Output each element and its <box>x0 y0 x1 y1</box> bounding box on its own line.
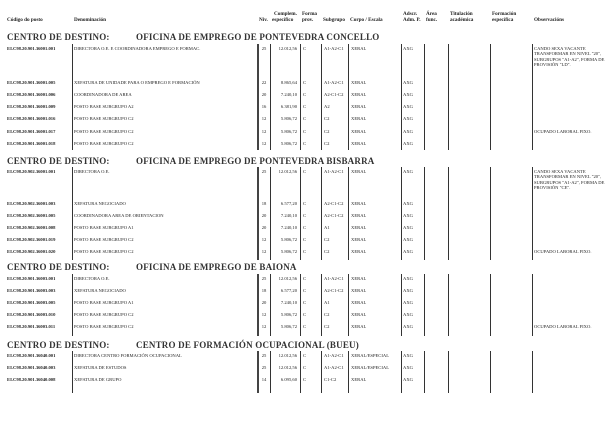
nivel: 25 <box>261 353 267 358</box>
denominacion: COORDINADORA AREA DE ORIENTACION <box>74 213 164 218</box>
subgrupo: C1-C2 <box>324 377 337 382</box>
forma-provision: C <box>303 312 307 317</box>
denominacion: XEFATURA NEGOCIADO <box>74 288 126 293</box>
forma-provision: C <box>303 201 307 206</box>
section-label: CENTRO DE DESTINO: <box>7 262 110 272</box>
corpo-escala: XERAL <box>351 129 367 134</box>
header-denominacion: Denominación <box>74 17 106 23</box>
table-row <box>0 139 615 149</box>
subgrupo: A1-A2-C1 <box>324 46 344 51</box>
denominacion: POSTO BASE SUBGRUPO A1 <box>74 300 134 305</box>
adscripcion: AXG <box>403 365 413 370</box>
subgrupo: C2 <box>324 324 330 329</box>
header-formacion-1: Formación <box>492 11 517 17</box>
observacions: OCUPADO LABORAL FIXO. <box>534 129 592 134</box>
nivel: 12 <box>261 237 267 242</box>
corpo-escala: XERAL/ESPECIAL <box>351 353 390 358</box>
corpo-escala: XERAL/ESPECIAL <box>351 365 390 370</box>
complemento: 12.012,56 <box>278 46 297 51</box>
corpo-escala: XERAL <box>351 201 367 206</box>
corpo-escala: XERAL <box>351 80 367 85</box>
corpo-escala: XERAL <box>351 104 367 109</box>
subgrupo: C2 <box>324 129 330 134</box>
denominacion: POSTO BASE SUBGRUPO C2 <box>74 129 134 134</box>
table-row <box>0 114 615 124</box>
denominacion: DIRECTORA CENTRO FORMACIÓN OCUPACIONAL <box>74 353 182 358</box>
corpo-escala: XERAL <box>351 213 367 218</box>
section-name: OFICINA DE EMPREGO DE PONTEVEDRA BISBARRA <box>136 156 375 166</box>
corpo-escala: XERAL <box>351 141 367 146</box>
denominacion: XEFATURA DE ESTUDOS <box>74 365 127 370</box>
codigo: EI.C98.20.901.36001.001 <box>7 46 56 51</box>
table-row <box>0 322 615 332</box>
codigo: EI.C98.20.901.36001.005 <box>7 80 56 85</box>
corpo-escala: XERAL <box>351 249 367 254</box>
corpo-escala: XERAL <box>351 276 367 281</box>
table-row <box>0 127 615 137</box>
header-adscr-2: Adm. P. <box>403 17 421 23</box>
header-area-2: func. <box>426 17 438 23</box>
denominacion: POSTO BASE SUBGRUPO C2 <box>74 237 134 242</box>
denominacion: POSTO BASE SUBGRUPO C2 <box>74 116 134 121</box>
complemento: 6.577,20 <box>280 201 297 206</box>
codigo: EI.C98.20.901.36003.003 <box>7 288 56 293</box>
table-row <box>0 235 615 245</box>
adscripcion: AXG <box>403 312 413 317</box>
header-titulacion-1: Titulación <box>450 11 473 17</box>
forma-provision: C <box>303 288 307 293</box>
nivel: 25 <box>261 276 267 281</box>
observacions: CANDO SEXA VACANTE TRANSFORMAR EN NIVEL "20", SUBGRUPOS "A1-A2", FORMA DE PROVISIÓN "LD". <box>534 46 605 67</box>
complemento: 6.095,60 <box>280 377 297 382</box>
observacions: OCUPADO LABORAL FIXO. <box>534 324 592 329</box>
subgrupo: C2 <box>324 141 330 146</box>
table-row <box>0 274 615 284</box>
adscripcion: AXG <box>403 225 413 230</box>
table-row <box>0 78 615 88</box>
denominacion: XEFATURA NEGOCIADO <box>74 201 126 206</box>
complemento: 7.240,10 <box>280 213 297 218</box>
nivel: 25 <box>261 365 267 370</box>
table-row <box>0 310 615 320</box>
nivel: 25 <box>261 46 267 51</box>
codigo: EI.C98.20.901.36040.001 <box>7 353 56 358</box>
forma-provision: C <box>303 353 307 358</box>
subgrupo: C2 <box>324 237 330 242</box>
complemento: 8.865,64 <box>280 80 297 85</box>
complemento: 5.806,72 <box>280 249 297 254</box>
nivel: 22 <box>261 80 267 85</box>
subgrupo: A1-A2-C1 <box>324 353 344 358</box>
adscripcion: AXG <box>403 288 413 293</box>
adscripcion: AXG <box>403 92 413 97</box>
nivel: 12 <box>261 116 267 121</box>
table-row <box>0 167 615 190</box>
adscripcion: AXG <box>403 116 413 121</box>
adscripcion: AXG <box>403 201 413 206</box>
codigo: EI.C98.20.902.36001.003 <box>7 201 56 206</box>
nivel: 12 <box>261 129 267 134</box>
observacions: OCUPADO LABORAL FIXO. <box>534 249 592 254</box>
denominacion: POSTO BASE SUBGRUPO C2 <box>74 312 134 317</box>
header-area-1: Área <box>426 11 437 17</box>
complemento: 6.577,20 <box>280 288 297 293</box>
codigo: EI.C98.20.901.36003.005 <box>7 300 56 305</box>
codigo: EI.C98.20.901.36001.016 <box>7 116 56 121</box>
nivel: 20 <box>261 225 267 230</box>
codigo: EI.C98.20.901.36040.008 <box>7 377 56 382</box>
denominacion: POSTO BASE SUBGRUPO A1 <box>74 225 134 230</box>
denominacion: POSTO BASE SUBGRUPO C2 <box>74 324 134 329</box>
forma-provision: C <box>303 249 307 254</box>
forma-provision: C <box>303 80 307 85</box>
forma-provision: C <box>303 169 307 174</box>
adscripcion: AXG <box>403 80 413 85</box>
subgrupo: C2 <box>324 249 330 254</box>
forma-provision: C <box>303 300 307 305</box>
forma-provision: C <box>303 237 307 242</box>
table-row <box>0 102 615 112</box>
codigo: EI.C98.20.902.36001.008 <box>7 225 56 230</box>
forma-provision: C <box>303 116 307 121</box>
adscripcion: AXG <box>403 276 413 281</box>
subgrupo: A2-C1-C2 <box>324 201 344 206</box>
section-label: CENTRO DE DESTINO: <box>7 32 110 42</box>
adscripcion: AXG <box>403 46 413 51</box>
section-name: CENTRO DE FORMACIÓN OCUPACIONAL (BUEU) <box>136 340 359 350</box>
table-row <box>0 90 615 100</box>
table-row <box>0 223 615 233</box>
corpo-escala: XERAL <box>351 324 367 329</box>
denominacion: POSTO BASE SUBGRUPO C2 <box>74 249 134 254</box>
header-forma-2: prov. <box>302 17 314 23</box>
subgrupo: C2 <box>324 116 330 121</box>
codigo: EI.C98.20.902.36001.019 <box>7 237 56 242</box>
table-row <box>0 298 615 308</box>
corpo-escala: XERAL <box>351 116 367 121</box>
complemento: 12.012,56 <box>278 353 297 358</box>
complemento: 5.806,72 <box>280 237 297 242</box>
table-row <box>0 199 615 209</box>
table-row <box>0 286 615 296</box>
corpo-escala: XERAL <box>351 300 367 305</box>
header-niv: Niv. <box>259 17 268 23</box>
corpo-escala: XERAL <box>351 169 367 174</box>
denominacion: DIRECTORA O.E. <box>74 276 110 281</box>
codigo: EI.C98.20.902.36001.001 <box>7 169 56 174</box>
forma-provision: C <box>303 141 307 146</box>
corpo-escala: XERAL <box>351 92 367 97</box>
subgrupo: A2-C1-C2 <box>324 288 344 293</box>
subgrupo: A1-A2-C1 <box>324 80 344 85</box>
complemento: 12.012,56 <box>278 365 297 370</box>
adscripcion: AXG <box>403 129 413 134</box>
corpo-escala: XERAL <box>351 225 367 230</box>
table-row <box>0 375 615 385</box>
nivel: 14 <box>261 377 267 382</box>
codigo: EI.C98.20.901.36003.011 <box>7 324 56 329</box>
section-name: OFICINA DE EMPREGO DE BAIONA <box>136 262 297 272</box>
corpo-escala: XERAL <box>351 288 367 293</box>
complemento: 5.806,72 <box>280 324 297 329</box>
nivel: 12 <box>261 312 267 317</box>
header-titulacion-2: académica <box>450 17 474 23</box>
header-corpo: Corpo / Escala <box>350 17 383 23</box>
header-complem-1: Complem. <box>274 11 297 17</box>
forma-provision: C <box>303 225 307 230</box>
codigo: EI.C98.20.901.36001.006 <box>7 92 56 97</box>
nivel: 18 <box>261 288 267 293</box>
forma-provision: C <box>303 324 307 329</box>
adscripcion: AXG <box>403 237 413 242</box>
subgrupo: A1 <box>324 225 330 230</box>
table-row <box>0 363 615 373</box>
subgrupo: A2-C1-C2 <box>324 92 344 97</box>
header-formacion-2: específica <box>492 17 514 23</box>
adscripcion: AXG <box>403 141 413 146</box>
nivel: 20 <box>261 92 267 97</box>
corpo-escala: XERAL <box>351 46 367 51</box>
header-subgrupo: Subgrupo <box>323 17 345 23</box>
nivel: 25 <box>261 169 267 174</box>
subgrupo: A2 <box>324 104 330 109</box>
adscripcion: AXG <box>403 300 413 305</box>
adscripcion: AXG <box>403 213 413 218</box>
nivel: 12 <box>261 324 267 329</box>
codigo: EI.C98.20.901.36001.009 <box>7 104 56 109</box>
denominacion: XEFATURA DE UNIDADE PARA O EMPREGO E FORMACIÓN <box>74 80 200 85</box>
section-name: OFICINA DE EMPREGO DE PONTEVEDRA CONCELLO <box>136 32 380 42</box>
header-forma-1: Forma <box>302 11 317 17</box>
subgrupo: A2-C1-C2 <box>324 213 344 218</box>
codigo: EI.C98.20.901.36040.003 <box>7 365 56 370</box>
nivel: 16 <box>261 104 267 109</box>
subgrupo: A1-A2-C1 <box>324 365 344 370</box>
forma-provision: C <box>303 92 307 97</box>
codigo: EI.C98.20.901.36003.010 <box>7 312 56 317</box>
nivel: 12 <box>261 249 267 254</box>
forma-provision: C <box>303 365 307 370</box>
corpo-escala: XERAL <box>351 237 367 242</box>
codigo: EI.C98.20.901.36003.001 <box>7 276 56 281</box>
adscripcion: AXG <box>403 353 413 358</box>
codigo: EI.C98.20.901.36001.018 <box>7 141 56 146</box>
nivel: 20 <box>261 300 267 305</box>
complemento: 7.240,10 <box>280 92 297 97</box>
subgrupo: A1-A2-C1 <box>324 276 344 281</box>
complemento: 5.806,72 <box>280 312 297 317</box>
nivel: 18 <box>261 201 267 206</box>
subgrupo: A1 <box>324 300 330 305</box>
denominacion: POSTO BASE SUBGRUPO A2 <box>74 104 134 109</box>
table-row <box>0 351 615 361</box>
denominacion: DIRECTORA O.E. E COORDINADORA EMPREGO E FORMAC. <box>74 46 201 51</box>
complemento: 7.240,10 <box>280 300 297 305</box>
adscripcion: AXG <box>403 249 413 254</box>
forma-provision: C <box>303 46 307 51</box>
adscripcion: AXG <box>403 324 413 329</box>
denominacion: COORDINADORA DE AREA <box>74 92 132 97</box>
denominacion: DIRECTORA O.E. <box>74 169 110 174</box>
observacions: CANDO SEXA VACANTE TRANSFORMAR EN NIVEL "20", SUBGRUPOS "A1-A2", FORMA DE PROVISIÓN "CE". <box>534 169 605 190</box>
table-row <box>0 44 615 67</box>
denominacion: XEFATURA DE GRUPO <box>74 377 122 382</box>
corpo-escala: XERAL <box>351 312 367 317</box>
forma-provision: C <box>303 276 307 281</box>
header-complem-2: específico <box>272 17 294 23</box>
complemento: 5.806,72 <box>280 141 297 146</box>
complemento: 12.012,56 <box>278 169 297 174</box>
adscripcion: AXG <box>403 377 413 382</box>
table-row <box>0 211 615 221</box>
header-codigo: Código do posto <box>7 17 43 23</box>
section-label: CENTRO DE DESTINO: <box>7 156 110 166</box>
adscripcion: AXG <box>403 104 413 109</box>
denominacion: POSTO BASE SUBGRUPO C2 <box>74 141 134 146</box>
complemento: 5.806,72 <box>280 116 297 121</box>
table-row <box>0 247 615 257</box>
forma-provision: C <box>303 377 307 382</box>
forma-provision: C <box>303 213 307 218</box>
adscripcion: AXG <box>403 169 413 174</box>
forma-provision: C <box>303 104 307 109</box>
header-adscr-1: Adscr. <box>403 11 418 17</box>
subgrupo: C2 <box>324 312 330 317</box>
codigo: EI.C98.20.902.36001.020 <box>7 249 56 254</box>
codigo: EI.C98.20.902.36001.005 <box>7 213 56 218</box>
complemento: 12.012,56 <box>278 276 297 281</box>
header-observacions: Observacións <box>534 17 564 23</box>
complemento: 5.806,72 <box>280 129 297 134</box>
nivel: 12 <box>261 141 267 146</box>
corpo-escala: XERAL <box>351 377 367 382</box>
section-label: CENTRO DE DESTINO: <box>7 340 110 350</box>
codigo: EI.C98.20.901.36001.017 <box>7 129 56 134</box>
subgrupo: A1-A2-C1 <box>324 169 344 174</box>
complemento: 7.240,10 <box>280 225 297 230</box>
nivel: 20 <box>261 213 267 218</box>
forma-provision: C <box>303 129 307 134</box>
complemento: 6.381,90 <box>280 104 297 109</box>
